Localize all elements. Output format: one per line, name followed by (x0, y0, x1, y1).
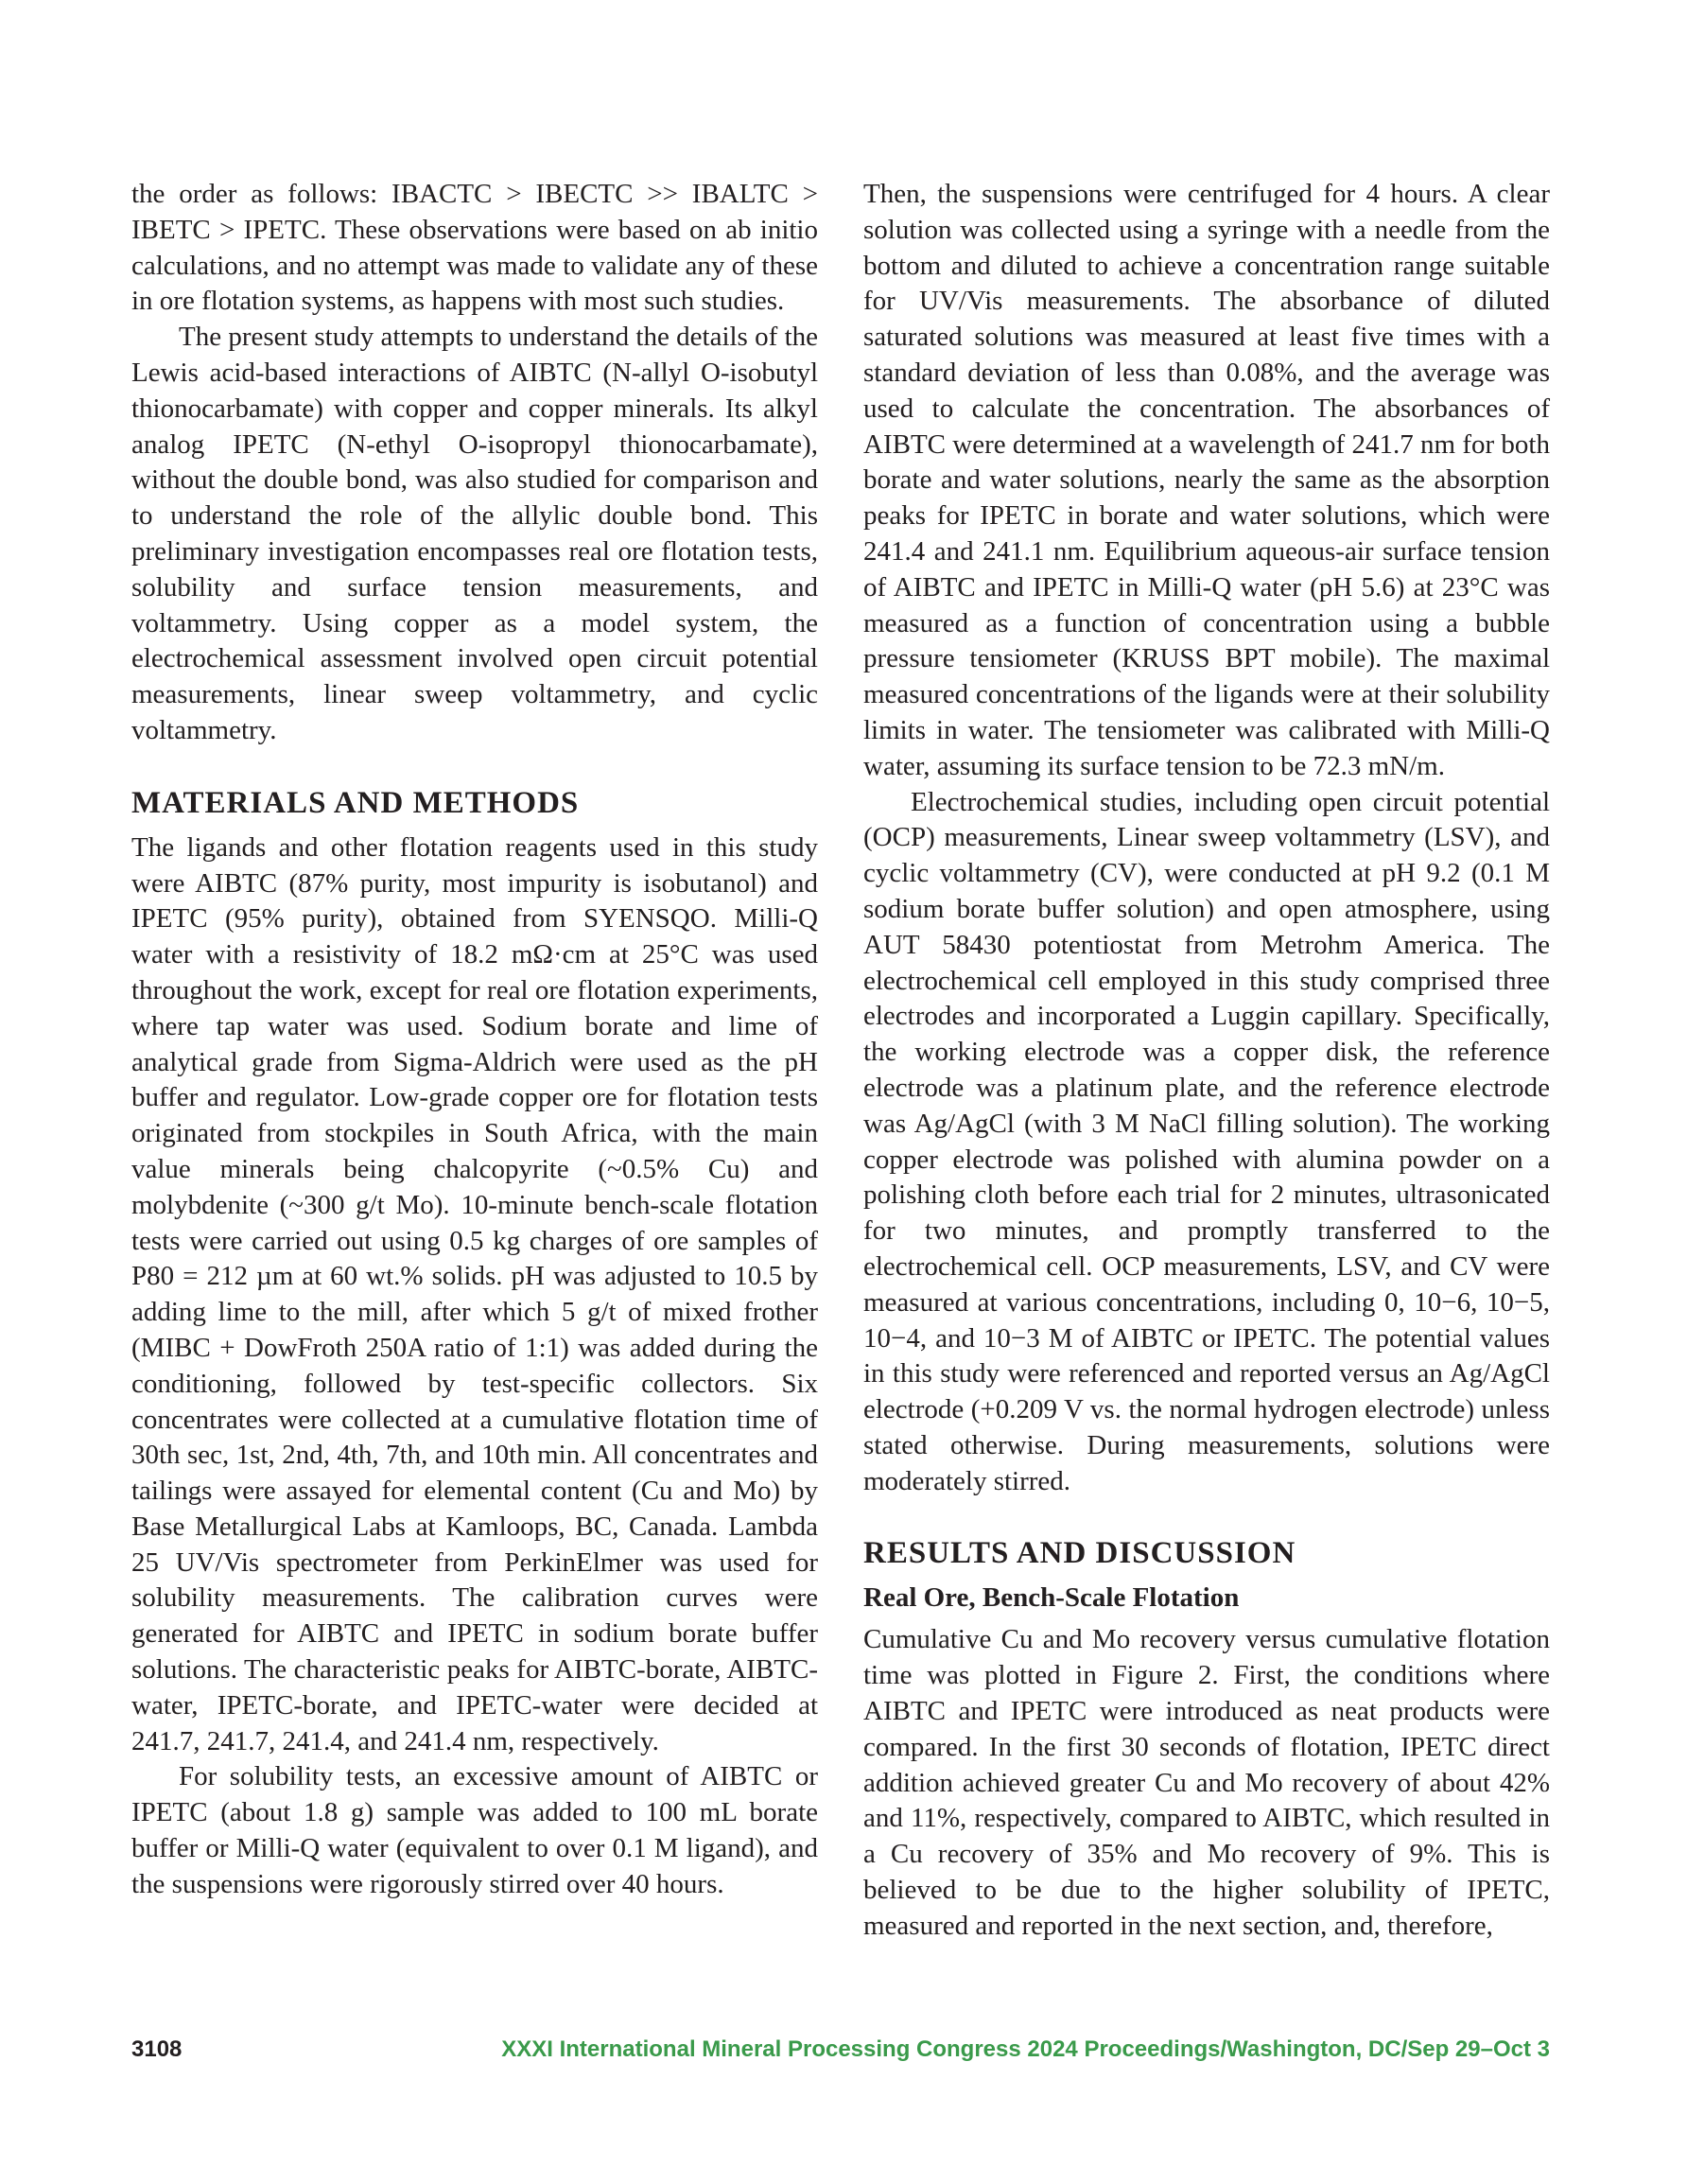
page-number: 3108 (131, 2036, 183, 2062)
heading-materials-methods: MATERIALS AND METHODS (131, 785, 580, 820)
right-column (863, 177, 1550, 1945)
left-column (131, 177, 818, 1903)
paragraph-study-aim: The present study attempts to understand the details of the Lewis acid-based interactions of AIBTC (N-allyl O-isobutyl thionocarbamate) with copper and copper minerals. Its alkyl analog IPETC (N-ethyl O-isopropyl thionocarbamate), without the double bond, was also studied for comparison and to understand the role of the allylic double bond. This preliminary investigation encompasses real ore flotation tests, solubility and surface tension measurements, and voltammetry. Using copper as a model system, the electrochemical assessment involved open circuit potential measurements, linear sweep voltammetry, and cyclic voltammetry. (131, 322, 818, 745)
page-footer (131, 2036, 1550, 2070)
paragraph-intro-end: the order as follows: IBACTC > IBECTC >> IBALTC > IBETC > IPETC. These observations were based on ab initio calculations, and no attempt was made to validate any of these in ore flotation systems, as happens with most such studies. (131, 179, 818, 317)
paragraph-centrifuge: Then, the suspensions were centrifuged for 4 hours. A clear solution was collected using a syringe with a needle from the bottom and diluted to achieve a concentration range suitable for UV/Vis measurements. The absorbance of diluted saturated solutions was measured at least five times with a standard deviation of less than 0.08%, and the average was used to calculate the concentration. The absorbances of AIBTC were determined at a wavelength of 241.7 nm for both borate and water solutions, nearly the same as the absorption peaks for IPETC in borate and water solutions, which were 241.4 and 241.1 nm. Equilibrium aqueous-air surface tension of AIBTC and IPETC in Milli-Q water (pH 5.6) at 23°C was measured as a function of concentration using a bubble pressure tensiometer (KRUSS BPT mobile). The maximal measured concentrations of the ligands were at their solubility limits in water. The tensiometer was calibrated with Milli-Q water, assuming its surface tension to be 72.3 mN/m. (863, 179, 1550, 781)
subheading-bench-flotation: Real Ore, Bench-Scale Flotation (863, 1582, 1240, 1614)
conference-footer: XXXI International Mineral Processing Congress 2024 Proceedings/Washington, DC/Sep 29–Oct 3 (501, 2036, 1550, 2062)
paragraph-electrochemical: Electrochemical studies, including open circuit potential (OCP) measurements, Linear sweep voltammetry (LSV), and cyclic voltammetry (CV), were conducted at pH 9.2 (0.1 M sodium borate buffer solution) and open atmosphere, using AUT 58430 potentiostat from Metrohm America. The electrochemical cell employed in this study comprised three electrodes and incorporated a Luggin capillary. Specifically, the working electrode was a copper disk, the reference electrode was a platinum plate, and the reference electrode was Ag/AgCl (with 3 M NaCl filling solution). The working copper electrode was polished with alumina powder on a polishing cloth before each trial for 2 minutes, ultrasonicated for two minutes, and promptly transferred to the electrochemical cell. OCP measurements, LSV, and CV were measured at various concentrations, including 0, 10−6, 10−5, 10−4, and 10−3 M of AIBTC or IPETC. The potential values in this study were referenced and reported versus an Ag/AgCl electrode (+0.209 V vs. the normal hydrogen electrode) unless stated otherwise. During measurements, solutions were moderately stirred. (863, 786, 1550, 1496)
paragraph-flotation-results: Cumulative Cu and Mo recovery versus cumulative flotation time was plotted in Figure 2. First, the conditions where AIBTC and IPETC were introduced as neat products were compared. In the first 30 seconds of flotation, IPETC direct addition achieved greater Cu and Mo recovery of about 42% and 11%, respectively, compared to AIBTC, which resulted in a Cu recovery of 35% and Mo recovery of 9%. This is believed to be due to the higher solubility of IPETC, measured and reported in the next section, and, therefore, (863, 1624, 1550, 1941)
paragraph-solubility: For solubility tests, an excessive amount of AIBTC or IPETC (about 1.8 g) sample was added to 100 mL borate buffer or Milli-Q water (equivalent to over 0.1 M ligand), and the suspensions were rigorously stirred over 40 hours. (131, 1761, 818, 1899)
paragraph-materials: The ligands and other flotation reagents used in this study were AIBTC (87% purity, most impurity is isobutanol) and IPETC (95% purity), obtained from SYENSQO. Milli-Q water with a resistivity of 18.2 mΩ·cm at 25°C was used throughout the work, except for real ore flotation experiments, where tap water was used. Sodium borate and lime of analytical grade from Sigma-Aldrich were used as the pH buffer and regulator. Low-grade copper ore for flotation tests originated from stockpiles in South Africa, with the main value minerals being chalcopyrite (~0.5% Cu) and molybdenite (~300 g/t Mo). 10-minute bench-scale flotation tests were carried out using 0.5 kg charges of ore samples of P80 = 212 µm at 60 wt.% solids. pH was adjusted to 10.5 by adding lime to the mill, after which 5 g/t of mixed frother (MIBC + DowFroth 250A ratio of 1:1) was added during the conditioning, followed by test-specific collectors. Six concentrates were collected at a cumulative flotation time of 30th sec, 1st, 2nd, 4th, 7th, and 10th min. All concentrates and tailings were assayed for elemental content (Cu and Mo) by Base Metallurgical Labs at Kamloops, BC, Canada. Lambda 25 UV/Vis spectrometer from PerkinElmer was used for solubility measurements. The calibration curves were generated for AIBTC and IPETC in sodium borate buffer solutions. The characteristic peaks for AIBTC-borate, AIBTC-water, IPETC-borate, and IPETC-water were decided at 241.7, 241.7, 241.4, and 241.4 nm, respectively. (131, 831, 818, 1756)
heading-results-discussion: RESULTS AND DISCUSSION (863, 1536, 1296, 1571)
